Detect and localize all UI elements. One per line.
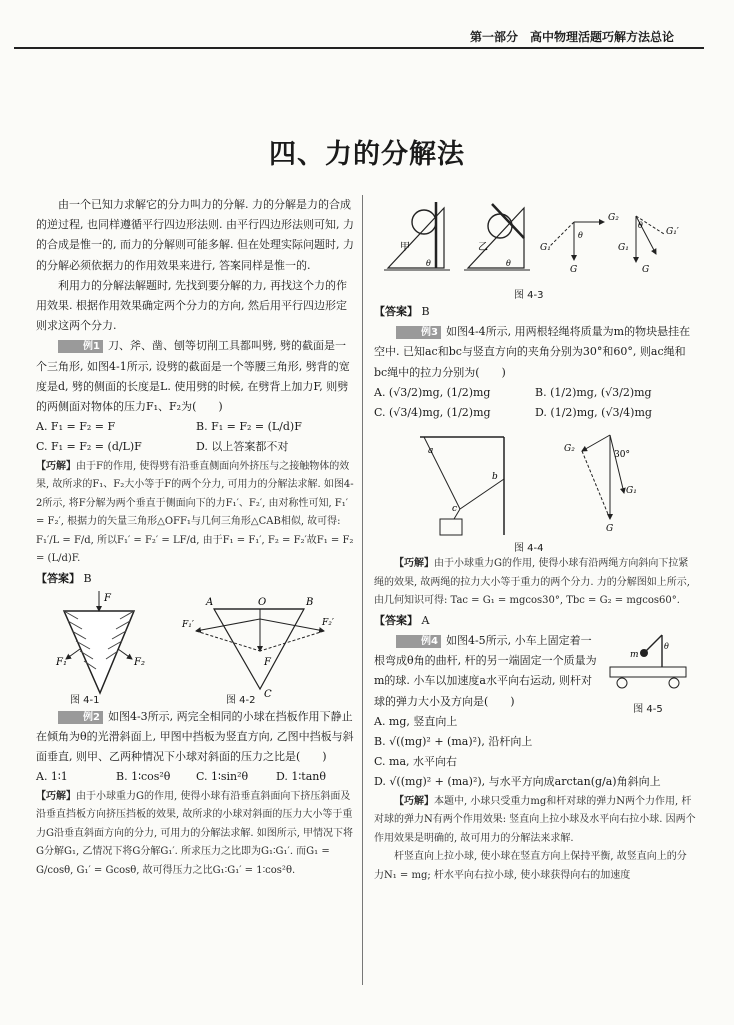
fig-4-3-caption: 图 4-3	[514, 290, 544, 301]
svg-text:F₁′: F₁′	[182, 619, 194, 630]
example4-option-c: C. ma, 水平向右	[374, 755, 457, 769]
example3-option-c: C. (√3/4)mg, (1/2)mg	[374, 406, 491, 420]
example3-option-b: B. (1/2)mg, (√3/2)mg	[535, 385, 652, 399]
force-diagram-jia	[540, 213, 619, 275]
svg-text:θ: θ	[506, 259, 511, 268]
example4-option-d: D. √((mg)² + (ma)²), 与水平方向成arctan(g/a)角斜向上	[374, 775, 661, 789]
example2-question	[36, 707, 356, 768]
example1-tag: 例1	[58, 340, 103, 353]
column-divider	[362, 195, 363, 985]
fig-4-2-caption: 图 4-2	[226, 694, 256, 706]
example4-options	[374, 712, 696, 793]
example3-text: 如图4-4所示, 用两根轻绳将质量为m的物块悬挂在空中. 已知ac和bc与竖直方向的夹角分别为30°和60°, 则ac绳和bc绳中的拉力分别为( )	[374, 325, 691, 379]
example1-text: 刀、斧、凿、刨等切削工具都叫劈, 劈的截面是一个三角形, 如图4-1所示, 设劈的截面是一个等腰三角形, 劈背的宽度是d, 劈的侧面的长度是L. 使用劈的时候, 在劈背上加力F, 则劈的两侧面对物体的压力F₁、F₂为( )	[36, 339, 350, 414]
example3-solution-label: 【巧解】	[394, 558, 434, 570]
example1-solution-label: 【巧解】	[36, 460, 76, 472]
svg-text:m: m	[630, 649, 639, 660]
fig-4-3	[374, 198, 696, 302]
example4-option-b: B. √((mg)² + (ma)²), 沿杆向上	[374, 734, 533, 748]
example1-option-c: C. F₁ = F₂ = (d/L)F	[36, 440, 142, 454]
example4-solution-text: 本题中, 小球只受重力mg和杆对球的弹力N两个力作用, 杆对球的弹力N有两个作用效果: 竖直向上拉小球及水平向右拉小球. 因两个作用效果是明确的, 故可用力的分解法来求解.	[374, 795, 696, 844]
svg-text:F₂′: F₂′	[322, 617, 334, 628]
fig-4-1-wedge	[55, 591, 145, 693]
example4-solution	[374, 793, 696, 849]
example1-answer-label: 【答案】	[36, 571, 80, 585]
example4-text: 如图4-5所示, 小车上固定着一根弯成θ角的曲杆, 杆的另一端固定一个质量为m的球. 小车以加速度a水平向右运动, 则杆对球的弹力大小及方向是( )	[374, 633, 597, 708]
example3-option-d: D. (1/2)mg, (√3/4)mg	[535, 406, 652, 420]
example4-tag: 例4	[396, 635, 441, 648]
fig-4-4-caption: 图 4-4	[514, 543, 544, 555]
fig-4-1-caption: 图 4-1	[70, 694, 100, 706]
fig-4-5	[600, 631, 696, 716]
hanging-block	[420, 437, 504, 535]
wedge-figures	[36, 589, 356, 707]
example2-text: 如图4-3所示, 两完全相同的小球在挡板作用下静止在倾角为θ的光滑斜面上, 甲图中挡板为竖直方向, 乙图中挡板与斜面垂直, 则甲、乙两种情况下小球对斜面的压力之比是( )	[36, 709, 354, 764]
svg-text:θ: θ	[638, 221, 643, 230]
example2-solution-text: 由于小球重力G的作用, 使得小球有沿垂直斜面向下挤压斜面及沿垂直挡板方向挤压挡板的效果, 故所求的小球对斜面的压力大小等于重力G沿垂直斜面方向的分力, 可用力的分解法求解. 如图所示, 甲情况下将G分解G₁, 乙情况下将G分解G₁′. 所求压力之比即为G₁∶G₁′. 而G₁ = G/cosθ, G₁′ = Gcosθ, 故可得压力之比G₁∶G₁′ = 1∶cos²θ.	[36, 790, 354, 876]
example1-question	[36, 336, 356, 417]
svg-text:G₁: G₁	[626, 486, 637, 497]
force-triangle	[564, 435, 637, 534]
svg-text:θ: θ	[578, 231, 583, 240]
example1-solution-text: 由于F的作用, 使得劈有沿垂直侧面向外挤压与之接触物体的效果, 故所求的F₁、F₂大小等于F的两个分力, 可用力的分解法求解. 如图4-2所示, 将F分解为两个垂直于侧面向下的力F₁′、F₂′, 由对称性可知, F₁′ = F₂′, 根据力的矢量三角形△OFF₁与几何三角形△CAB相似, 故可得: F₁′/L = F/d, 所以F₁′ = F₂′ = LF/d, 由于F₁ = F₁′, F₂ = F₂′故F₁ = F₂ = (L/d)F.	[36, 460, 354, 565]
svg-text:θ: θ	[426, 259, 431, 268]
incline-jia-label: 甲	[400, 242, 410, 253]
svg-text:G₁: G₁	[540, 243, 551, 253]
example3-solution-text: 由于小球重力G的作用, 使得小球有沿两绳方向斜向下拉紧绳的效果, 故两绳的拉力大小等于重力的两个分力. 力的分解图如上所示, 由几何知识可得: Tac = G₁ = mgcos30°, Tbc = G₂ = mgcos60°.	[374, 558, 690, 607]
example1-option-d: D. 以上答案都不对	[196, 440, 289, 454]
example1-option-b: B. F₁ = F₂ = (L/d)F	[196, 420, 302, 434]
example2-answer-label: 【答案】	[374, 305, 418, 318]
left-column	[36, 195, 356, 880]
example3-answer-value: A	[421, 613, 430, 627]
example3-answer-label: 【答案】	[374, 613, 418, 627]
example2-option-b: B. 1∶cos²θ	[116, 770, 171, 784]
intro-paragraph-1: 由一个已知力求解它的分力叫力的分解. 力的分解是力的合成的逆过程, 也同样遵循平行四边形法则. 由平行四边形法则可知, 力的合成是惟一的, 而力的分解则可能多解. 但在处理实际问题时, 力的分解必须依据力的作用效果来进行, 答案同样是惟一的.	[36, 198, 354, 272]
fig-4-4	[374, 423, 696, 555]
section-title: 四、力的分解法	[269, 139, 465, 170]
svg-text:G₂: G₂	[564, 444, 575, 455]
incline-jia	[384, 202, 450, 270]
svg-text:F: F	[264, 656, 271, 668]
example3-tag: 例3	[396, 326, 441, 339]
svg-text:B: B	[306, 596, 314, 608]
svg-text:G: G	[642, 265, 650, 275]
example1-answer	[36, 569, 356, 589]
incline-yi-label: 乙	[478, 242, 488, 253]
right-column	[374, 198, 696, 885]
example3-answer	[374, 611, 696, 631]
example2-options	[36, 767, 356, 787]
svg-text:A: A	[206, 596, 214, 608]
svg-text:θ: θ	[664, 641, 669, 651]
svg-text:c: c	[452, 504, 458, 515]
svg-text:F₁: F₁	[56, 656, 67, 668]
header-rule	[14, 47, 704, 49]
example2-solution	[36, 788, 356, 881]
svg-text:O: O	[258, 596, 267, 608]
svg-text:G: G	[570, 265, 578, 275]
example2-tag: 例2	[58, 711, 103, 724]
example2-solution-label: 【巧解】	[36, 790, 76, 802]
example1-solution	[36, 458, 356, 569]
svg-text:b: b	[492, 472, 498, 483]
svg-text:G₁: G₁	[618, 243, 629, 253]
svg-text:G: G	[606, 524, 614, 535]
intro-paragraph-2: 利用力的分解法解题时, 先找到要分解的力, 再找这个力的作用效果. 根据作用效果确定两个分力的方向, 然后用平行四边形定则求这两个分力.	[36, 278, 347, 333]
example3-question	[374, 322, 696, 383]
svg-text:C: C	[264, 688, 272, 700]
incline-yi	[464, 204, 530, 270]
example2-answer-value: B	[421, 305, 430, 318]
example4-block	[374, 631, 696, 885]
example4-solution-2: 杆竖直向上拉小球, 使小球在竖直方向上保持平衡, 故竖直向上的分力N₁ = mg; 杆水平向右拉小球, 使小球获得向右的加速度	[374, 851, 687, 881]
example4-option-a: A. mg, 竖直向上	[374, 714, 458, 728]
svg-text:F: F	[104, 592, 111, 604]
hanging-block-figure	[374, 423, 696, 555]
fig-4-2-wedge	[181, 597, 334, 700]
example4-solution-label: 【巧解】	[394, 795, 434, 807]
example3-solution	[374, 555, 696, 611]
example3-option-a: A. (√3/2)mg, (1/2)mg	[374, 385, 491, 399]
example1-options	[36, 417, 356, 457]
cart-figure	[600, 631, 696, 693]
page-header: 第一部分 高中物理活题巧解方法总论	[470, 30, 675, 44]
figures-4-1-4-2	[36, 589, 356, 707]
svg-text:F₂: F₂	[134, 656, 145, 668]
fig-4-5-caption: 图 4-5	[633, 704, 663, 716]
example2-option-c: C. 1∶sin²θ	[196, 770, 249, 784]
example1-answer-value: B	[83, 571, 92, 585]
svg-text:G₁′: G₁′	[666, 227, 679, 237]
example1-option-a: A. F₁ = F₂ = F	[36, 420, 116, 434]
force-diagram-yi	[618, 216, 679, 275]
example2-option-a: A. 1∶1	[36, 770, 68, 784]
svg-text:a: a	[428, 446, 434, 457]
angle-label: 30°	[614, 450, 630, 461]
example2-option-d: D. 1∶tanθ	[276, 770, 326, 784]
example3-options	[374, 383, 696, 423]
svg-text:G₂: G₂	[608, 213, 619, 223]
